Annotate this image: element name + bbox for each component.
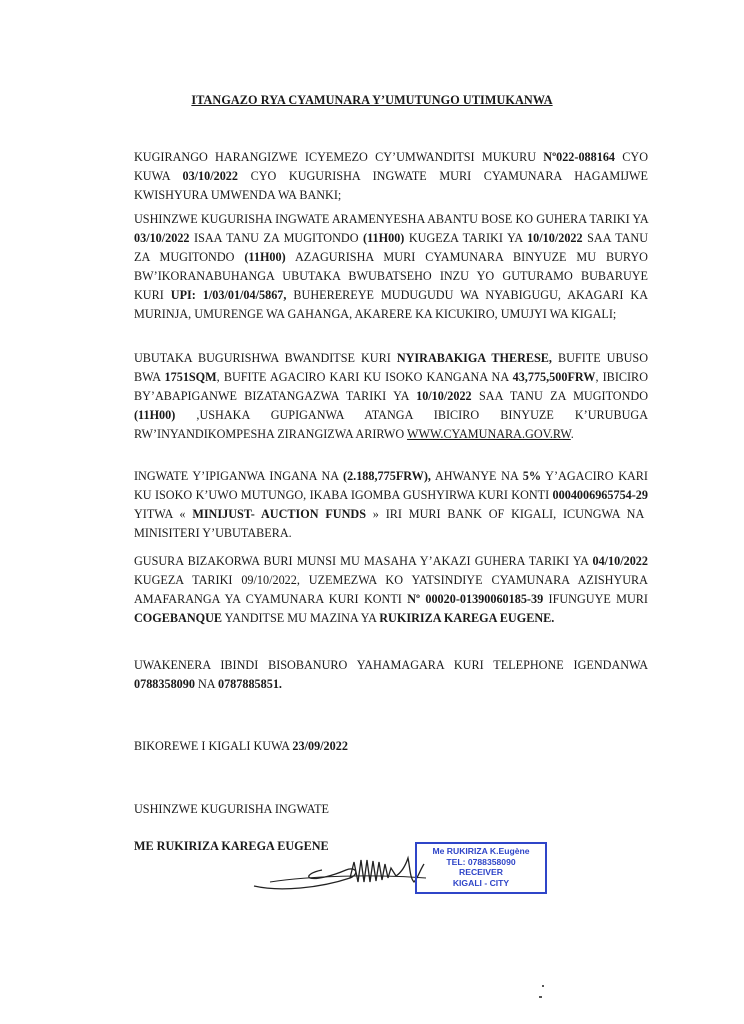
paragraph-bid-deposit <box>134 467 648 543</box>
scan-speck <box>539 996 542 998</box>
bank-name: COGEBANQUE <box>134 611 223 625</box>
dateline <box>134 739 348 754</box>
results-time: (11H00) <box>134 408 176 422</box>
text: , BUFITE AGACIRO KARI KU ISOKO KANGANA NA <box>216 370 513 384</box>
text: AZAGURISHA MURI CYAMUNARA BINYUZE MU BURYO BW’IKORANABUHANGA UBUTAKA BWUBATSEHO INZU YO GUTURAMO BUBARUYE KURI <box>134 250 648 302</box>
stamp-role: RECEIVER <box>459 867 503 877</box>
text: KUGEZA TARIKI 09/10/2022, UZEMEZWA KO YATSINDIYE CYAMUNARA AZISHYURA AMAFARANGA YA CYAMUNARA KURI KONTI <box>134 573 648 606</box>
upi-number: UPI: 1/03/01/04/5867, <box>170 288 287 302</box>
text: SAA TANU ZA MUGITONDO <box>134 231 649 264</box>
stamp-name: Me RUKIRIZA K.Eugène <box>432 846 530 856</box>
phone-number-2: 0787885851. <box>217 677 282 691</box>
text: » IRI MURI BANK OF KIGALI, ICUNGWA NA MINISITERI Y’UBUTABERA. <box>134 507 645 540</box>
text: BIKOREWE I KIGALI KUWA <box>134 739 293 753</box>
text: UBUTAKA BUGURISHWA BWANDITSE KURI <box>134 351 397 365</box>
text: INGWATE Y’IPIGANWA INGANA NA <box>134 469 344 483</box>
text: AHWANYE NA <box>430 469 523 483</box>
handwritten-signature <box>250 848 440 896</box>
text: Y’AGACIRO KARI KU ISOKO K’UWO MUTUNGO, IKABA IGOMBA GUSHYIRWA KURI KONTI <box>134 469 648 502</box>
text: NA <box>194 677 218 691</box>
text: UWAKENERA IBINDI BISOBANURO YAHAMAGARA KURI TELEPHONE IGENDANWA <box>134 658 648 672</box>
stamp-telephone: TEL: 0788358090 <box>446 856 516 867</box>
start-time: (11H00) <box>363 231 405 245</box>
text: USHINZWE KUGURISHA INGWATE ARAMENYESHA ABANTU BOSE KO GUHERA TARIKI YA <box>134 212 648 226</box>
text: ISAA TANU ZA MUGITONDO <box>189 231 364 245</box>
results-date: 10/10/2022 <box>416 389 472 403</box>
text: CYO KUGURISHA INGWATE MURI CYAMUNARA HAGAMIJWE KWISHYURA UMWENDA WA BANKI; <box>134 169 648 202</box>
website-link[interactable]: WWW.CYAMUNARA.GOV.RW <box>406 427 571 441</box>
market-value: 43,775,500FRW <box>512 370 596 384</box>
deposit-percent: 5% <box>522 469 541 483</box>
deposit-account-number: 0004006965754-29 <box>552 488 648 502</box>
text: BUFITE UBUSO BWA <box>134 351 648 384</box>
signer-role: USHINZWE KUGURISHA INGWATE <box>134 802 329 816</box>
text: IFUNGUYE MURI <box>543 592 648 606</box>
owner-name: NYIRABAKIGA THERESE, <box>396 351 552 365</box>
signer-name: ME RUKIRIZA KAREGA EUGENE <box>134 839 329 853</box>
stamp-location: KIGALI - CITY <box>452 877 510 888</box>
text: KUGEZA TARIKI YA <box>404 231 528 245</box>
text: CYO KUWA <box>134 150 648 183</box>
decision-date: 03/10/2022 <box>182 169 238 183</box>
end-date: 10/10/2022 <box>527 231 583 245</box>
text: . <box>570 427 574 441</box>
paragraph-contact <box>134 656 648 694</box>
scan-speck <box>542 985 544 987</box>
start-date: 03/10/2022 <box>134 231 190 245</box>
signing-date: 23/09/2022 <box>292 739 348 753</box>
text: KUGIRANGO HARANGIZWE ICYEMEZO CY’UMWANDITSI MUKURU <box>134 150 544 164</box>
payment-account-number: Nº 00020-01390060185-39 <box>407 592 544 606</box>
end-time: (11H00) <box>244 250 286 264</box>
paragraph-decision <box>134 148 648 205</box>
text: GUSURA BIZAKORWA BURI MUNSI MU MASAHA Y’AKAZI GUHERA TARIKI YA <box>134 554 593 568</box>
text: BUHEREREYE MUDUGUDU WA NYABIGUGU, AKAGARI KA MURINJA, UMURENGE WA GAHANGA, AKARERE KA KICUKIRO, UMUJYI WA KIGALI; <box>134 288 648 321</box>
text: YITWA « <box>134 507 193 521</box>
deposit-amount: (2.188,775FRW), <box>343 469 431 483</box>
text: , IBICIRO BY’ABAPIGANWE BIZATANGAZWA TARIKI YA <box>134 370 648 403</box>
account-holder: RUKIRIZA KAREGA EUGENE. <box>379 611 555 625</box>
deposit-account-name: MINIJUST- AUCTION FUNDS <box>192 507 366 521</box>
paragraph-visits-payment <box>134 552 648 628</box>
phone-number-1: 0788358090 <box>134 677 195 691</box>
text: ,USHAKA GUPIGANWA ATANGA IBICIRO BINYUZE K’URUBUGA RW’INYANDIKOMPESHA ZIRANGIZWA ARIRWO <box>134 408 648 441</box>
land-area: 1751SQM <box>164 370 217 384</box>
decision-number: Nº022-088164 <box>543 150 616 164</box>
official-stamp <box>415 842 547 894</box>
text: SAA TANU ZA MUGITONDO <box>471 389 648 403</box>
visit-start-date: 04/10/2022 <box>592 554 648 568</box>
text: YANDITSE MU MAZINA YA <box>222 611 380 625</box>
paragraph-property-details <box>134 349 648 444</box>
document-title: ITANGAZO RYA CYAMUNARA Y’UMUTUNGO UTIMUKANWA <box>191 93 553 107</box>
paragraph-auction-schedule <box>134 210 648 324</box>
